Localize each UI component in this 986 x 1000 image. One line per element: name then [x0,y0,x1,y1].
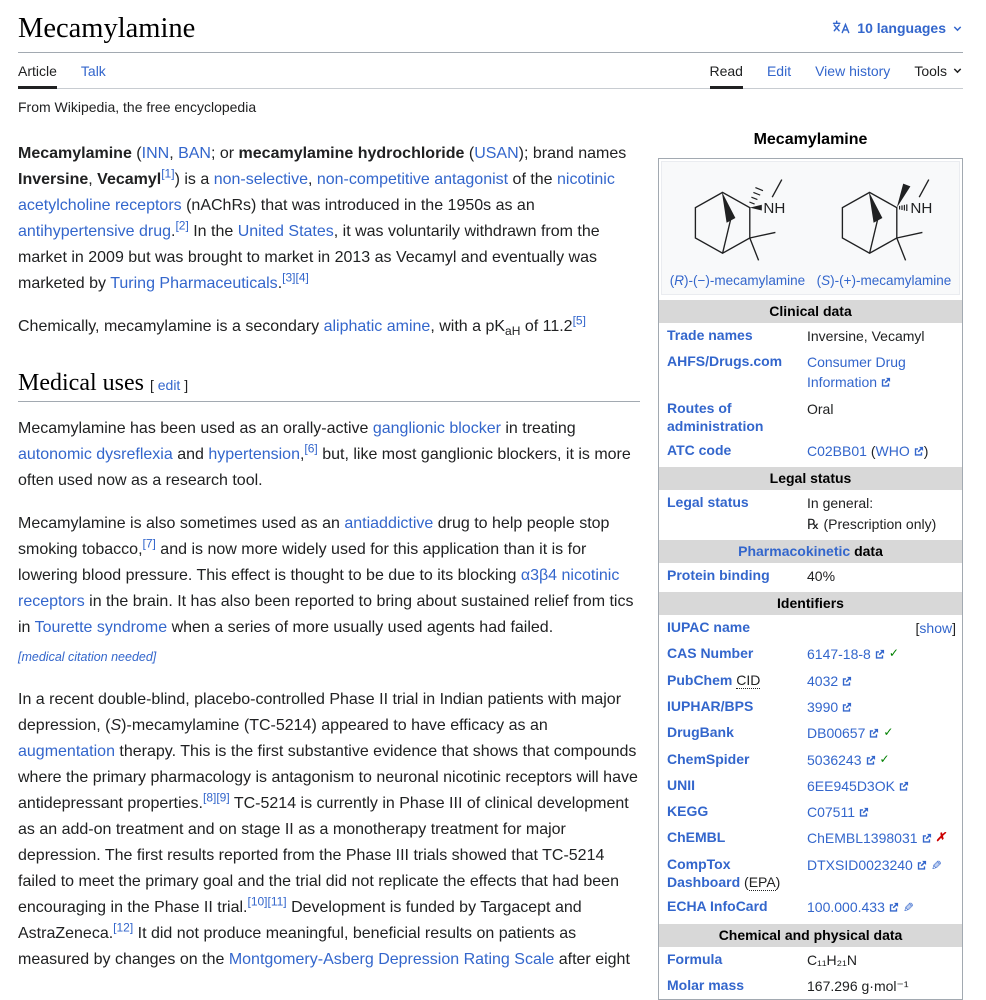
page-title: Mecamylamine [18,13,196,44]
row-comptox [659,852,962,894]
external-link-icon [874,649,885,660]
pubchem-value-link[interactable]: 4032 [807,672,839,689]
structure-r-caption [670,272,805,290]
link[interactable]: [1] [161,166,175,181]
edit-section: [ edit ] [149,377,189,394]
comptox-value [807,855,956,891]
drugbank-value-link[interactable]: DB00657 [807,725,866,742]
structure-images [659,159,962,297]
external-link-icon [898,781,909,792]
chemspider-value-link[interactable]: 5036243 [807,751,862,768]
link[interactable]: [9] [216,790,230,805]
paragraph-medical-3: In a recent double-blind, placebo-controlled Phase II trial in Indian patients with major depression, (S)-mecamylamine (TC-5214) appeared to have efficacy as an augmentation therapy. This is the first substantive evidence that shows that compounds where the primary pharmacology is antagonism to neuronal nicotinic receptors will have antidepressant properties.[8][9] TC-5214 is currently in Phase III of clinical development as an add-on treatment and on stage II as a monotherapy treatment for major depression. The first results reported from the Phase III trials showed that TC-5214 failed to meet the primary goal and the trial did not replicate the effects that had been encouraging in the Phase II trial.[10][11] Development is funded by Targacept and AstraZeneca.[12] It did not produce meaningful, beneficial results on patients as measured by changes on the Montgomery-Asberg Depression Rating Scale after eight [18,691,638,969]
link[interactable]: ( [669,272,675,288]
row-ahfs [659,349,962,396]
page-header [18,12,963,46]
link[interactable]: [12] [113,920,134,935]
link[interactable]: antihypertensive drug [18,223,171,241]
iuphar-value [807,697,956,717]
kegg-value [807,802,956,822]
external-link-icon [841,676,852,687]
external-link-icon [865,755,876,766]
link[interactable]: [10] [247,894,268,909]
cas-value-link[interactable]: 6147-18-8 [807,646,871,663]
molar-mass-label[interactable]: Molar mass [667,977,745,994]
structure-s-image[interactable] [815,170,953,270]
cid-abbr: CID [736,671,761,688]
ahfs-value-link[interactable]: Consumer Drug Information [807,354,906,391]
cas-value [807,644,956,664]
ahfs-value [807,352,956,393]
edit-pencil-icon[interactable]: ✎ [930,857,942,873]
link[interactable]: autonomic dysreflexia [18,446,173,464]
pubchem-value [807,671,956,691]
iuphar-value-link[interactable]: 3990 [807,698,839,715]
comptox-value-link[interactable]: DTXSID0023240 [807,856,913,873]
trade-names-label[interactable]: Trade names [667,326,753,343]
row-routes [659,396,962,438]
iupac-show-toggle[interactable]: [show] [915,620,956,637]
structure-r-image[interactable] [668,170,806,270]
verified-check-icon: ✓ [888,646,899,661]
svg-text:NH: NH [763,199,786,217]
row-trade-names [659,323,962,349]
link[interactable]: ganglionic blocker [372,420,501,438]
paragraph-medical-1: Mecamylamine has been used as an orally-active ganglionic blocker in treating autonomic dysreflexia and hypertension,[6] but, like most ganglionic blockers, it is more often used now as a research tool. [18,420,631,490]
tab-edit[interactable]: Edit [766,62,792,79]
chevron-down-icon [952,65,963,76]
infobox-section-legal-status: Legal status [659,467,962,490]
tab-view-history[interactable]: View history [815,62,891,79]
kegg-label[interactable]: KEGG [667,803,709,820]
trade-names-value: Inversine, Vecamyl [807,327,925,344]
molar-mass-value: 167.296 g·mol⁻¹ [807,978,909,995]
verified-check-icon: ✓ [883,725,894,740]
link[interactable]: [6] [304,441,318,456]
external-link-icon [858,807,869,818]
row-protein-binding [659,563,962,589]
article-body [18,125,640,1000]
cas-label[interactable]: CAS Number [667,645,754,662]
link[interactable]: ( [816,272,822,288]
edit-section-link[interactable]: edit [157,377,181,394]
routes-value: Oral [807,400,834,417]
link[interactable]: United States [237,223,334,241]
link[interactable]: )-(−)-mecamylamine [683,272,806,288]
site-subtitle: From Wikipedia, the free encyclopedia [18,99,257,116]
tab-article[interactable]: Article [18,53,57,88]
row-drugbank [659,720,962,746]
echa-value [807,897,956,918]
routes-label[interactable]: Routes of administration [667,399,764,434]
ahfs-label[interactable]: AHFS/Drugs.com [667,353,783,370]
comptox-label-link[interactable]: CompTox Dashboard [667,855,741,890]
row-pubchem-cid [659,668,962,694]
link[interactable]: hypertension [208,446,300,464]
languages-label: 10 languages [857,20,946,36]
atc-label[interactable]: ATC code [667,442,732,459]
edit-pencil-icon[interactable]: ✎ [902,900,914,916]
unii-label[interactable]: UNII [667,776,695,793]
row-unii [659,773,962,799]
link[interactable]: [medical citation needed] [18,650,157,665]
formula-value: C₁₁H₂₁N [807,951,857,968]
link[interactable]: BAN [178,145,211,163]
chembl-value-link[interactable]: ChEMBL1398031 [807,830,918,847]
echa-label[interactable]: ECHA InfoCard [667,898,768,915]
unii-value [807,776,956,796]
link[interactable]: augmentation [18,743,115,761]
link[interactable]: Tourette syndrome [34,619,168,637]
paragraph-lead-2: Chemically, mecamylamine is a secondary aliphatic amine, with a $pK_{aH}$ of 11.2[5] [18,313,586,339]
formula-label[interactable]: Formula [667,950,723,967]
verified-check-icon: ✓ [879,751,890,766]
section-heading-medical-uses: Medical uses [ edit ] [18,370,640,402]
link[interactable]: Turing Pharmaceuticals [110,275,278,293]
external-link-icon [880,377,891,388]
who-link[interactable]: WHO [875,443,910,460]
external-link-icon [916,860,927,871]
link[interactable]: [8] [203,790,217,805]
left-tabs [18,53,106,88]
external-link-icon [868,728,879,739]
row-atc-code [659,438,962,464]
chevron-down-icon [952,23,963,34]
link[interactable]: nicotinic acetylcholine receptors [18,171,615,215]
right-tabs [710,53,964,88]
drugbank-value [807,723,956,743]
row-formula [659,947,962,973]
link[interactable]: [7] [142,536,156,551]
row-kegg [659,799,962,825]
row-echa-infocard [659,894,962,921]
link[interactable]: [3] [282,270,296,285]
iupac-label[interactable]: IUPAC name [667,619,750,636]
link[interactable]: USAN [474,145,519,163]
drug-infobox [658,125,963,1000]
link[interactable]: )-(+)-mecamylamine [830,272,952,288]
row-chembl [659,825,962,851]
unverified-cross-icon: ✗ [935,830,946,845]
link[interactable]: aliphatic amine [323,318,431,336]
iuphar-label[interactable]: IUPHAR/BPS [667,697,754,714]
infobox-section-identifiers: Identifiers [659,592,962,615]
legal-status-label[interactable]: Legal status [667,494,749,511]
link[interactable]: [5] [572,313,586,328]
pubchem-label-link[interactable]: PubChem [667,671,733,688]
svg-text:NH: NH [910,199,933,217]
link[interactable]: [4] [295,270,309,285]
row-legal-status [659,490,962,537]
pubchem-label[interactable] [667,671,807,691]
tab-talk[interactable]: Talk [80,62,106,79]
protein-binding-value: 40% [807,567,836,584]
link[interactable]: Pharmacokinetic [738,542,851,559]
unii-value-link[interactable]: 6EE945D3OK [807,777,895,794]
paragraph-lead-1: Mecamylamine (INN, BAN; or mecamylamine hydrochloride (USAN); brand names Inversine, Vecamyl[1]) is a non-selective, non-competitive antagonist of the nicotinic acetylcholine receptors (nAChRs) that was introduced in the 1950s as an antihypertensive drug.[2] In the United States, it was voluntarily withdrawn from the market in 2009 but was brought to market in 2013 as Vecamyl and eventually was marketed by Turing Pharmaceuticals.[3][4] [18,145,627,293]
tab-read[interactable]: Read [710,53,743,88]
chemspider-label[interactable]: ChemSpider [667,750,750,767]
link[interactable]: α3β4 nicotinic receptors [18,567,620,611]
chembl-value [807,828,956,848]
epa-abbr: EPA [748,873,776,890]
languages-button[interactable] [832,20,963,36]
article-tabbar [18,53,963,89]
row-iuphar-bps [659,694,962,720]
external-link-icon [921,833,932,844]
chemspider-value [807,750,956,770]
tab-tools[interactable]: Tools [914,53,963,88]
atc-code-link[interactable]: C02BB01 [807,443,867,460]
external-link-icon [841,702,852,713]
link[interactable]: S [821,272,831,288]
row-molar-mass [659,973,962,999]
row-iupac-name [659,615,962,641]
comptox-label[interactable]: CompTox Dashboard (EPA) [667,855,781,890]
protein-binding-label[interactable]: Protein binding [667,566,770,583]
infobox-section-pharmacokinetic: Pharmacokinetic data [659,540,962,563]
external-link-icon [888,902,899,913]
link[interactable]: non-competitive antagonist [316,171,509,189]
external-link-icon [913,446,924,457]
link[interactable]: Montgomery-Asberg Depression Rating Scale [228,951,555,969]
infobox-section-chemical-data: Chemical and physical data [659,924,962,947]
infobox-section-clinical-data: Clinical data [659,300,962,323]
legal-status-value: In general: ℞ (Prescription only) [807,495,937,532]
row-chemspider [659,747,962,773]
drugbank-label[interactable]: DrugBank [667,724,734,741]
kegg-value-link[interactable]: C07511 [807,804,856,821]
link[interactable]: INN [141,145,170,163]
link[interactable]: non-selective [213,171,308,189]
atc-value: C02BB01 (WHO ) [807,443,929,460]
link[interactable]: R [674,272,684,288]
echa-value-link[interactable]: 100.000.433 [807,899,885,916]
language-icon [832,20,851,36]
link[interactable]: antiaddictive [344,515,434,533]
chembl-label[interactable]: ChEMBL [667,829,726,846]
link[interactable]: [11] [267,894,287,909]
infobox-title: Mecamylamine [753,131,868,149]
show-link[interactable]: show [919,620,953,637]
link[interactable]: [2] [175,218,189,233]
structure-s-caption [817,272,952,290]
paragraph-medical-2: Mecamylamine is also sometimes used as an antiaddictive drug to help people stop smoking tobacco,[7] and is now more widely used for this application than it is for lowering blood pressure. This effect is thought to be due to its blocking α3β4 nicotinic receptors in the brain. It has also been reported to bring about sustained relief from tics in Tourette syndrome when a series of more usually used agents had failed. [medical citation needed] [18,511,640,670]
row-cas-number [659,641,962,667]
